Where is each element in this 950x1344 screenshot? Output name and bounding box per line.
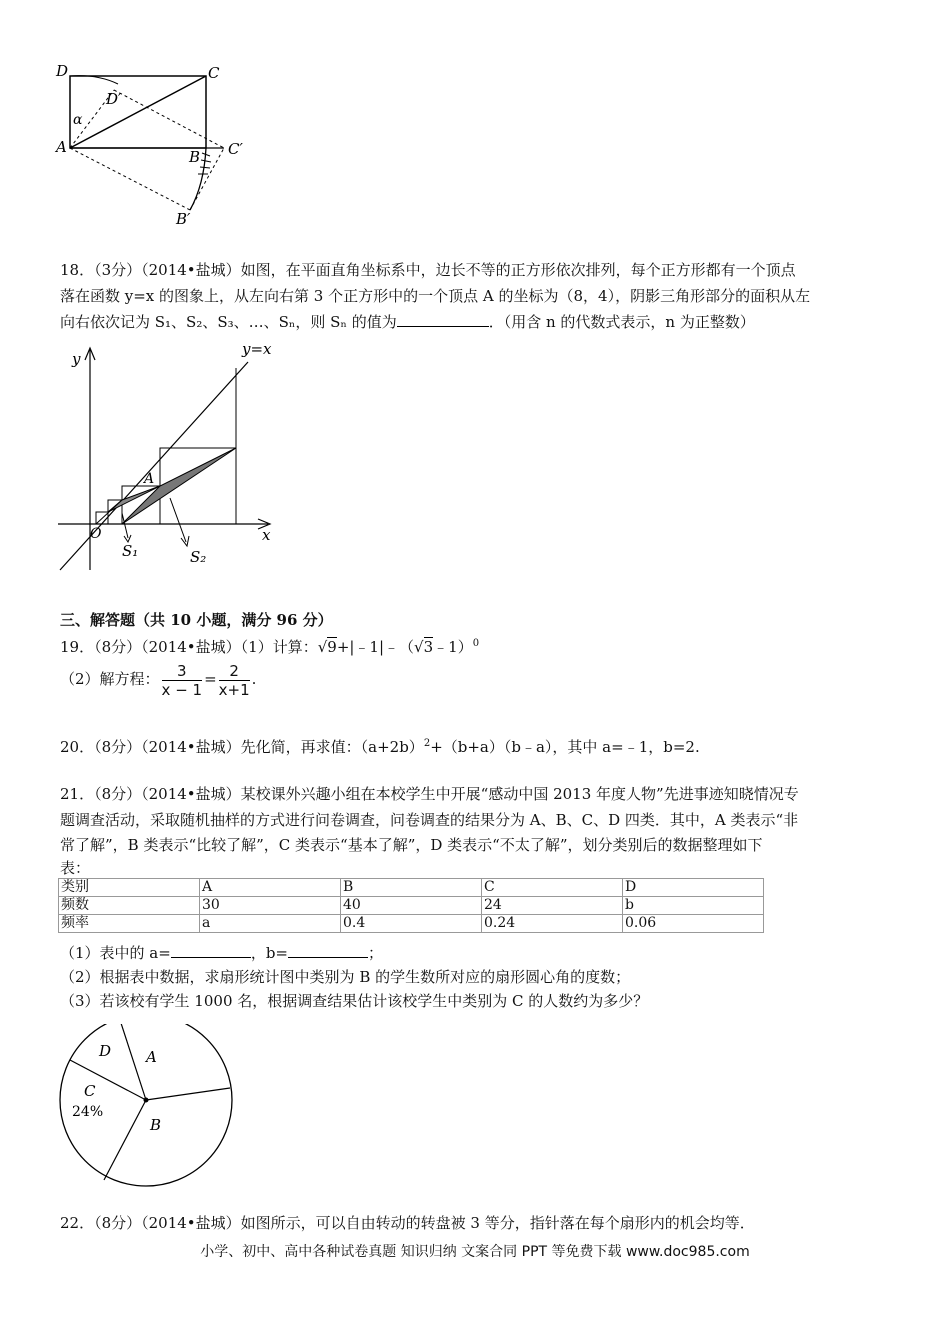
q21-sub3: （3）若该校有学生 1000 名，根据调查结果估计该校学生中类别为 C 的人数约为多少？ — [60, 992, 649, 1010]
table-cell: A — [200, 879, 341, 897]
q21-line2: 题调查活动，采取随机抽样的方式进行问卷调查，问卷调查的结果分为 A、B、C、D 四类．其中，A 类表示“非 — [60, 811, 799, 829]
label-S1: S₁ — [122, 542, 139, 560]
table-row — [59, 897, 764, 915]
label-B: B — [189, 148, 201, 166]
sqrt-icon: √ — [414, 638, 424, 656]
label-D-prime: D′ — [106, 90, 122, 108]
exponent-zero: 0 — [472, 638, 480, 649]
table-cell: b — [623, 897, 764, 915]
fraction-1 — [162, 662, 203, 699]
q22-line: 22．（8分）（2014•盐城）如图所示，可以自由转动的转盘被 3 等分，指针落在每个扇形内的机会均等． — [60, 1214, 755, 1232]
label-S2: S₂ — [190, 548, 207, 566]
q19-text-2a: （2）解方程： — [60, 670, 160, 688]
label-y: y — [72, 350, 81, 368]
q20-text-2: +（b+a）（b﹣a），其中 a=﹣1，b=2. — [430, 738, 700, 756]
answer-blank — [397, 311, 489, 327]
q20-exponent: 2 — [423, 738, 431, 749]
table-cell: 0.24 — [482, 915, 623, 933]
section-heading: 三、解答题（共 10 小题，满分 96 分） — [60, 611, 333, 629]
sqrt3-radicand: 3 — [423, 638, 434, 656]
table-row — [59, 879, 764, 897]
label-O: O — [90, 526, 102, 542]
q21-line1: 21．（8分）（2014•盐城）某校课外兴趣小组在本校学生中开展“感动中国 2013 年度人物”先进事迹知晓情况专 — [60, 785, 799, 803]
table-cell: a — [200, 915, 341, 933]
q21-line4: 表： — [60, 859, 91, 877]
q19-text-a: 19．（8分）（2014•盐城）（1）计算： — [60, 638, 318, 656]
figure-rectangle-rotation — [52, 60, 262, 230]
table-row — [59, 915, 764, 933]
label-D: D — [56, 62, 69, 80]
sub1-text-a: （1）表中的 a= — [60, 944, 171, 962]
table-cell: B — [341, 879, 482, 897]
label-C-prime: C′ — [228, 140, 243, 158]
sqrt9-radicand: 9 — [327, 638, 337, 656]
label-C: C — [208, 64, 220, 82]
q19-line2: （2）解方程： $\frac{3}{x - 1}$ = $\frac{2}{x+1}$ . — [60, 661, 257, 699]
q19-text-c: ﹣1） — [433, 638, 473, 656]
q18-line3-a: 向右依次记为 S₁、S₂、S₃、…、Sₙ，则 Sₙ 的值为 — [60, 313, 397, 331]
table-cell: 30 — [200, 897, 341, 915]
q21-sub2: （2）根据表中数据，求扇形统计图中类别为 B 的学生数所对应的扇形圆心角的度数； — [60, 968, 631, 986]
answer-blank-b — [288, 942, 368, 958]
fraction-1-denominator: x − 1 — [161, 680, 203, 699]
answer-blank-a — [171, 942, 251, 958]
frequency-table — [58, 878, 764, 933]
pie-chart-figure — [54, 1024, 244, 1190]
page-footer: 小学、初中、高中各种试卷真题 知识归纳 文案合同 PPT 等免费下载 www.doc985.com — [200, 1244, 750, 1260]
pie-label-B: B — [150, 1116, 162, 1134]
q20-text: 20．（8分）（2014•盐城）先化简，再求值：（a+2b） — [60, 738, 424, 756]
table-cell: 类别 — [59, 879, 200, 897]
q18-line3-b: ．（用含 n 的代数式表示，n 为正整数） — [488, 313, 755, 331]
sub1-text-c: ； — [368, 944, 384, 962]
fraction-2-numerator: 2 — [219, 662, 250, 681]
table-cell: 频数 — [59, 897, 200, 915]
q18-line3 — [60, 311, 755, 333]
sqrt-icon: √ — [317, 638, 328, 656]
fraction-2 — [219, 662, 250, 699]
q18-line1: 18．（3分）（2014•盐城）如图，在平面直角坐标系中，边长不等的正方形依次排列，每个正方形都有一个顶点 — [60, 261, 796, 279]
q20-line — [60, 733, 700, 758]
table-cell: 0.06 — [623, 915, 764, 933]
table-cell: 40 — [341, 897, 482, 915]
table-cell: 24 — [482, 897, 623, 915]
table-cell: C — [482, 879, 623, 897]
q18-line2: 落在函数 y=x 的图象上，从左向右第 3 个正方形中的一个顶点 A 的坐标为（8，4），阴影三角形部分的面积从左 — [60, 287, 811, 305]
label-y-eq-x: y=x — [242, 340, 272, 358]
sub1-text-b: ，b= — [250, 944, 288, 962]
q21-sub1 — [60, 942, 383, 964]
q21-line3: 常了解”，B 类表示“比较了解”，C 类表示“基本了解”，D 类表示“不太了解”，划分类别后的数据整理如下 — [60, 836, 763, 854]
label-A: A — [144, 471, 155, 487]
fraction-2-denominator: x+1 — [218, 680, 250, 699]
label-B-prime: B′ — [176, 210, 191, 228]
label-x: x — [262, 526, 271, 544]
table-cell: 频率 — [59, 915, 200, 933]
pie-label-C-percent: 24% — [72, 1104, 104, 1120]
fraction-1-numerator: 3 — [162, 662, 203, 681]
q19-text-b: +|﹣1|﹣（ — [336, 638, 415, 656]
pie-label-D: D — [99, 1042, 112, 1060]
q19-line1 — [60, 633, 479, 658]
table-cell: 0.4 — [341, 915, 482, 933]
label-alpha: α — [73, 112, 83, 128]
table-cell: D — [623, 879, 764, 897]
label-A: A — [56, 138, 67, 156]
pie-label-C: C — [84, 1082, 96, 1100]
pie-label-A: A — [146, 1048, 157, 1066]
figure-squares-graph — [52, 338, 282, 580]
